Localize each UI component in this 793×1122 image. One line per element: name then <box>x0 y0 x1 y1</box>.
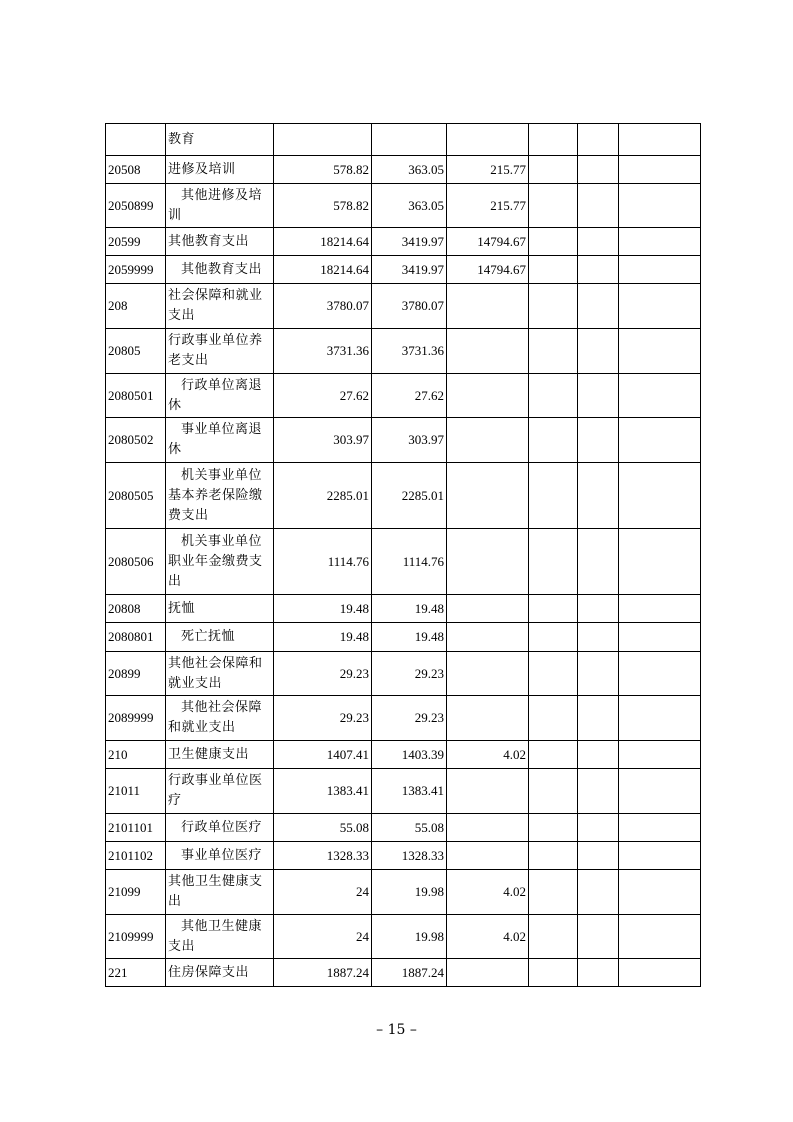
table-row <box>106 741 701 769</box>
subject-name-text: 行政事业单位医疗 <box>168 773 263 808</box>
total-amount-cell: 27.62 <box>274 374 372 418</box>
subject-name-cell <box>166 741 274 769</box>
table-row <box>106 595 701 623</box>
empty-cell <box>529 842 578 870</box>
project-expenditure-cell: 14794.67 <box>447 228 529 256</box>
empty-cell <box>578 463 619 529</box>
empty-cell <box>529 418 578 463</box>
empty-cell <box>529 814 578 842</box>
empty-cell <box>578 228 619 256</box>
total-amount-cell: 1383.41 <box>274 769 372 814</box>
empty-cell <box>619 329 701 374</box>
empty-cell <box>619 696 701 741</box>
basic-expenditure-cell: 1887.24 <box>372 959 447 987</box>
total-amount-cell: 1887.24 <box>274 959 372 987</box>
total-amount-cell: 24 <box>274 870 372 915</box>
empty-cell <box>578 842 619 870</box>
empty-cell <box>578 814 619 842</box>
total-amount-cell: 578.82 <box>274 156 372 184</box>
empty-cell <box>619 959 701 987</box>
basic-expenditure-cell: 363.05 <box>372 184 447 228</box>
subject-name-cell <box>166 156 274 184</box>
table-row <box>106 915 701 959</box>
table-row <box>106 652 701 696</box>
table-row <box>106 842 701 870</box>
empty-cell <box>619 769 701 814</box>
project-expenditure-cell: 215.77 <box>447 156 529 184</box>
subject-name-cell <box>166 284 274 329</box>
subject-code-cell: 221 <box>106 959 166 987</box>
basic-expenditure-cell: 303.97 <box>372 418 447 463</box>
subject-name-cell <box>166 463 274 529</box>
table-row <box>106 959 701 987</box>
empty-cell <box>619 284 701 329</box>
empty-cell <box>529 652 578 696</box>
empty-cell <box>578 256 619 284</box>
subject-name-cell <box>166 842 274 870</box>
total-amount-cell: 1328.33 <box>274 842 372 870</box>
project-expenditure-cell: 4.02 <box>447 870 529 915</box>
basic-expenditure-cell <box>372 124 447 156</box>
empty-cell <box>619 741 701 769</box>
project-expenditure-cell <box>447 284 529 329</box>
empty-cell <box>619 418 701 463</box>
subject-code-cell: 20899 <box>106 652 166 696</box>
total-amount-cell: 18214.64 <box>274 256 372 284</box>
subject-name-text: 其他教育支出 <box>181 261 263 277</box>
empty-cell <box>529 870 578 915</box>
subject-code-cell: 2101101 <box>106 814 166 842</box>
subject-name-cell <box>166 814 274 842</box>
total-amount-cell: 24 <box>274 915 372 959</box>
project-expenditure-cell <box>447 374 529 418</box>
project-expenditure-cell <box>447 124 529 156</box>
empty-cell <box>529 696 578 741</box>
empty-cell <box>578 870 619 915</box>
subject-code-cell: 2089999 <box>106 696 166 741</box>
subject-name-text: 抚恤 <box>168 600 196 616</box>
total-amount-cell: 3731.36 <box>274 329 372 374</box>
total-amount-cell: 3780.07 <box>274 284 372 329</box>
empty-cell <box>529 156 578 184</box>
empty-cell <box>578 696 619 741</box>
basic-expenditure-cell: 19.48 <box>372 595 447 623</box>
empty-cell <box>578 915 619 959</box>
subject-name-cell <box>166 418 274 463</box>
total-amount-cell: 19.48 <box>274 623 372 652</box>
empty-cell <box>619 156 701 184</box>
project-expenditure-cell <box>447 595 529 623</box>
table-row <box>106 870 701 915</box>
subject-code-cell: 2080505 <box>106 463 166 529</box>
table-row <box>106 623 701 652</box>
empty-cell <box>578 184 619 228</box>
subject-code-cell: 21099 <box>106 870 166 915</box>
total-amount-cell: 303.97 <box>274 418 372 463</box>
empty-cell <box>578 418 619 463</box>
subject-name-cell <box>166 623 274 652</box>
empty-cell <box>529 329 578 374</box>
table-row <box>106 329 701 374</box>
empty-cell <box>529 256 578 284</box>
subject-name-cell <box>166 595 274 623</box>
subject-name-text: 其他卫生健康支出 <box>168 874 263 909</box>
empty-cell <box>578 741 619 769</box>
total-amount-cell: 1114.76 <box>274 529 372 595</box>
table-row <box>106 418 701 463</box>
subject-name-cell <box>166 959 274 987</box>
empty-cell <box>619 814 701 842</box>
subject-name-text: 机关事业单位基本养老保险缴费支出 <box>168 467 263 523</box>
basic-expenditure-cell: 29.23 <box>372 696 447 741</box>
subject-name-text: 社会保障和就业支出 <box>168 288 263 323</box>
total-amount-cell: 19.48 <box>274 595 372 623</box>
subject-code-cell: 208 <box>106 284 166 329</box>
empty-cell <box>619 529 701 595</box>
basic-expenditure-cell: 29.23 <box>372 652 447 696</box>
subject-name-cell <box>166 529 274 595</box>
empty-cell <box>578 595 619 623</box>
empty-cell <box>578 329 619 374</box>
total-amount-cell: 18214.64 <box>274 228 372 256</box>
basic-expenditure-cell: 2285.01 <box>372 463 447 529</box>
table-row <box>106 814 701 842</box>
subject-name-text: 其他进修及培训 <box>168 187 263 223</box>
basic-expenditure-cell: 3780.07 <box>372 284 447 329</box>
basic-expenditure-cell: 1328.33 <box>372 842 447 870</box>
table-row <box>106 374 701 418</box>
subject-name-text: 住房保障支出 <box>168 964 250 980</box>
empty-cell <box>619 595 701 623</box>
empty-cell <box>529 959 578 987</box>
empty-cell <box>619 184 701 228</box>
table-row <box>106 696 701 741</box>
basic-expenditure-cell: 1383.41 <box>372 769 447 814</box>
project-expenditure-cell <box>447 652 529 696</box>
empty-cell <box>578 623 619 652</box>
empty-cell <box>529 463 578 529</box>
project-expenditure-cell <box>447 418 529 463</box>
empty-cell <box>529 595 578 623</box>
subject-code-cell: 2109999 <box>106 915 166 959</box>
subject-name-text: 行政单位离退休 <box>168 377 263 413</box>
subject-name-text: 其他社会保障和就业支出 <box>168 700 263 735</box>
subject-name-text: 行政单位医疗 <box>181 819 263 835</box>
empty-cell <box>578 374 619 418</box>
budget-table <box>105 123 701 987</box>
table-row <box>106 256 701 284</box>
subject-name-cell <box>166 256 274 284</box>
subject-name-cell <box>166 870 274 915</box>
basic-expenditure-cell: 19.98 <box>372 870 447 915</box>
subject-name-text: 事业单位离退休 <box>168 422 263 457</box>
subject-code-cell: 2080506 <box>106 529 166 595</box>
empty-cell <box>578 284 619 329</box>
subject-name-cell <box>166 228 274 256</box>
empty-cell <box>619 374 701 418</box>
empty-cell <box>619 842 701 870</box>
basic-expenditure-cell: 27.62 <box>372 374 447 418</box>
subject-name-text: 教育 <box>168 131 196 147</box>
subject-name-text: 事业单位医疗 <box>181 847 263 863</box>
page-number: – 15 – <box>376 1022 417 1038</box>
subject-code-cell: 20508 <box>106 156 166 184</box>
subject-code-cell: 20599 <box>106 228 166 256</box>
empty-cell <box>529 228 578 256</box>
subject-name-cell <box>166 769 274 814</box>
project-expenditure-cell <box>447 463 529 529</box>
subject-code-cell: 20808 <box>106 595 166 623</box>
basic-expenditure-cell: 19.98 <box>372 915 447 959</box>
subject-code-cell: 2050899 <box>106 184 166 228</box>
subject-code-cell: 2059999 <box>106 256 166 284</box>
empty-cell <box>529 623 578 652</box>
table-row <box>106 769 701 814</box>
total-amount-cell: 29.23 <box>274 652 372 696</box>
basic-expenditure-cell: 55.08 <box>372 814 447 842</box>
total-amount-cell: 1407.41 <box>274 741 372 769</box>
empty-cell <box>529 769 578 814</box>
empty-cell <box>619 228 701 256</box>
basic-expenditure-cell: 3419.97 <box>372 256 447 284</box>
total-amount-cell <box>274 124 372 156</box>
subject-name-text: 行政事业单位养老支出 <box>168 333 263 368</box>
subject-name-cell <box>166 696 274 741</box>
empty-cell <box>529 529 578 595</box>
table-row <box>106 156 701 184</box>
table-row <box>106 124 701 156</box>
table-row <box>106 463 701 529</box>
total-amount-cell: 578.82 <box>274 184 372 228</box>
total-amount-cell: 55.08 <box>274 814 372 842</box>
empty-cell <box>619 915 701 959</box>
project-expenditure-cell <box>447 696 529 741</box>
basic-expenditure-cell: 1114.76 <box>372 529 447 595</box>
subject-name-cell <box>166 652 274 696</box>
project-expenditure-cell: 4.02 <box>447 741 529 769</box>
empty-cell <box>578 959 619 987</box>
subject-name-text: 其他卫生健康支出 <box>168 918 263 954</box>
subject-code-cell: 21011 <box>106 769 166 814</box>
empty-cell <box>529 124 578 156</box>
empty-cell <box>578 769 619 814</box>
subject-name-cell <box>166 329 274 374</box>
subject-name-cell <box>166 184 274 228</box>
empty-cell <box>529 184 578 228</box>
table-row <box>106 228 701 256</box>
table-body <box>106 124 701 987</box>
empty-cell <box>619 870 701 915</box>
project-expenditure-cell: 215.77 <box>447 184 529 228</box>
subject-code-cell <box>106 124 166 156</box>
subject-name-text: 其他教育支出 <box>168 233 250 249</box>
empty-cell <box>578 124 619 156</box>
project-expenditure-cell <box>447 814 529 842</box>
empty-cell <box>529 915 578 959</box>
total-amount-cell: 29.23 <box>274 696 372 741</box>
project-expenditure-cell: 4.02 <box>447 915 529 959</box>
subject-name-cell <box>166 915 274 959</box>
empty-cell <box>529 741 578 769</box>
empty-cell <box>619 256 701 284</box>
empty-cell <box>529 284 578 329</box>
subject-name-text: 死亡抚恤 <box>181 629 236 644</box>
empty-cell <box>578 529 619 595</box>
project-expenditure-cell: 14794.67 <box>447 256 529 284</box>
empty-cell <box>619 652 701 696</box>
project-expenditure-cell <box>447 769 529 814</box>
empty-cell <box>578 156 619 184</box>
subject-code-cell: 20805 <box>106 329 166 374</box>
basic-expenditure-cell: 363.05 <box>372 156 447 184</box>
project-expenditure-cell <box>447 329 529 374</box>
subject-code-cell: 2101102 <box>106 842 166 870</box>
project-expenditure-cell <box>447 529 529 595</box>
table-row <box>106 184 701 228</box>
subject-name-text: 其他社会保障和就业支出 <box>168 655 263 691</box>
subject-code-cell: 2080502 <box>106 418 166 463</box>
total-amount-cell: 2285.01 <box>274 463 372 529</box>
basic-expenditure-cell: 19.48 <box>372 623 447 652</box>
subject-name-cell <box>166 124 274 156</box>
basic-expenditure-cell: 1403.39 <box>372 741 447 769</box>
empty-cell <box>578 652 619 696</box>
table-row <box>106 529 701 595</box>
subject-code-cell: 2080501 <box>106 374 166 418</box>
empty-cell <box>619 124 701 156</box>
subject-name-cell <box>166 374 274 418</box>
subject-name-text: 进修及培训 <box>168 161 236 177</box>
subject-code-cell: 2080801 <box>106 623 166 652</box>
empty-cell <box>529 374 578 418</box>
subject-name-text: 卫生健康支出 <box>168 746 250 762</box>
basic-expenditure-cell: 3731.36 <box>372 329 447 374</box>
project-expenditure-cell <box>447 623 529 652</box>
project-expenditure-cell <box>447 959 529 987</box>
empty-cell <box>619 623 701 652</box>
subject-code-cell: 210 <box>106 741 166 769</box>
table-row <box>106 284 701 329</box>
subject-name-text: 机关事业单位职业年金缴费支出 <box>168 533 263 589</box>
basic-expenditure-cell: 3419.97 <box>372 228 447 256</box>
project-expenditure-cell <box>447 842 529 870</box>
empty-cell <box>619 463 701 529</box>
